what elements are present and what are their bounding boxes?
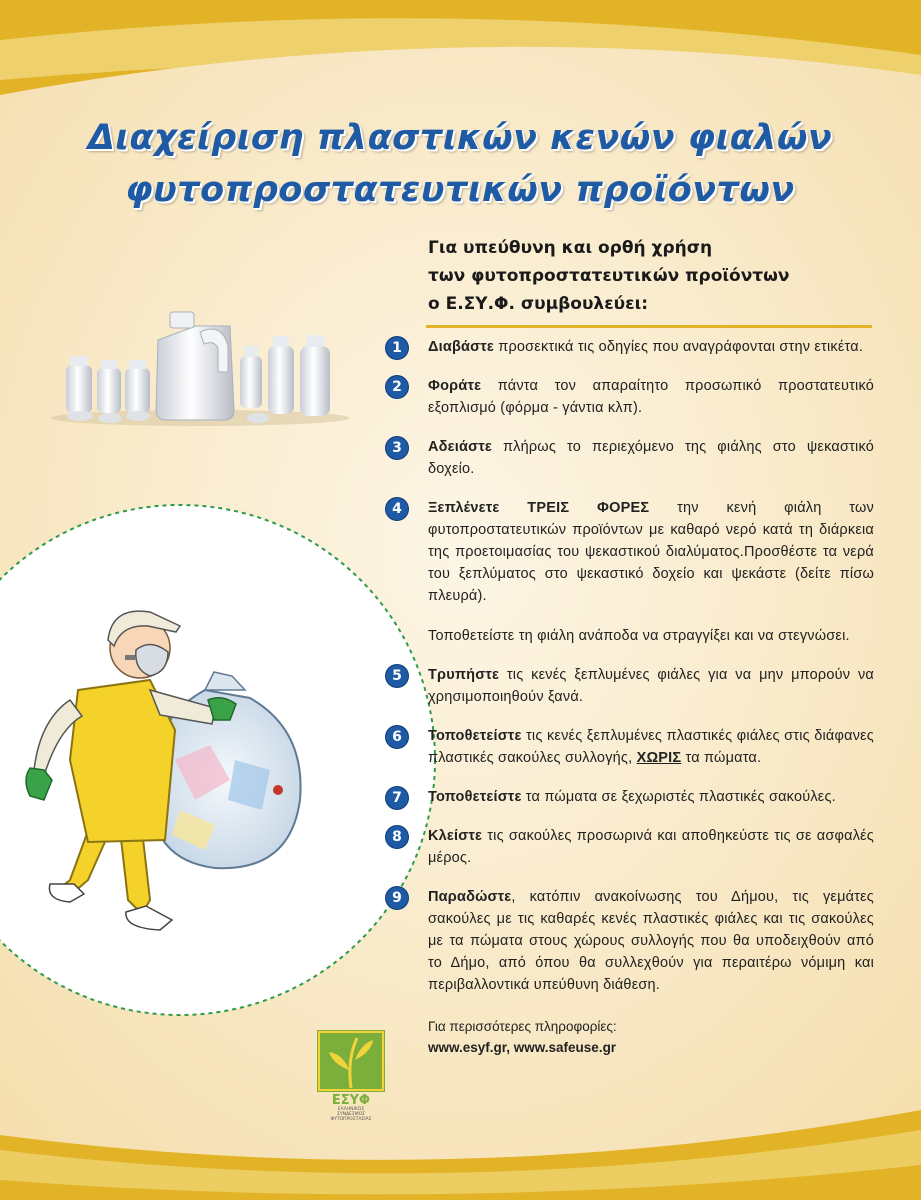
- step-number-badge: 2: [386, 376, 408, 398]
- step-verb: Αδειάστε: [428, 439, 492, 455]
- step-text: [428, 786, 874, 808]
- intro-line-2: των φυτοπροστατευτικών προϊόντων: [428, 266, 790, 286]
- step-7: [386, 786, 874, 808]
- step-text: [428, 375, 874, 419]
- more-info-label: Για περισσότερες πληροφορίες:: [428, 1019, 617, 1034]
- step-body: τις κενές ξεπλυμένες φιάλες για να μην μπορούν να χρησιμοποιηθούν ξανά.: [428, 667, 874, 705]
- intro-line-3: ο Ε.ΣΥ.Φ. συμβουλεύει:: [428, 294, 649, 314]
- step-text: [428, 497, 874, 607]
- title-line-2: φυτοπροστατευτικών προϊόντων: [125, 170, 795, 210]
- esyf-logo: [317, 1030, 385, 1120]
- step-body: τα πώματα σε ξεχωριστές πλαστικές σακούλες.: [521, 789, 836, 805]
- step-number-badge: 9: [386, 887, 408, 909]
- step-1: [386, 336, 874, 358]
- intro-divider: [426, 325, 872, 328]
- step-number-badge: 7: [386, 787, 408, 809]
- step-text: [428, 664, 874, 708]
- step-body: πάντα τον απαραίτητο προσωπικό προστατευτικό εξοπλισμό (φόρμα - γάντια κλπ).: [428, 378, 874, 416]
- step-extra-text: Τοποθετείστε τη φιάλη ανάποδα να στραγγίξει και να στεγνώσει.: [428, 628, 850, 644]
- step-text: [428, 725, 874, 769]
- step-text: [428, 886, 874, 996]
- step-number-badge: 5: [386, 665, 408, 687]
- step-verb: Ξεπλένετε ΤΡΕΙΣ ΦΟΡΕΣ: [428, 500, 650, 516]
- step-verb: Τοποθετείστε: [428, 728, 522, 744]
- step-text: [428, 436, 874, 480]
- step-number-badge: 4: [386, 498, 408, 520]
- step-3: [386, 436, 874, 480]
- more-info: [428, 1016, 868, 1058]
- website-links[interactable]: www.esyf.gr, www.safeuse.gr: [428, 1040, 617, 1055]
- step-emphasis: ΧΩΡΙΣ: [636, 750, 682, 766]
- step-tail: τα πώματα.: [681, 750, 762, 766]
- step-text: [428, 336, 874, 358]
- step-verb: Φοράτε: [428, 378, 482, 394]
- step-body: , κατόπιν ανακοίνωσης του Δήμου, τις γεμάτες σακούλες με τις καθαρές κενές πλαστικές φιάλες και τις σακούλες με τα πώματα στους χώρους συλλογής που θα υποδειχθούν από το Δήμο, από όπου θα συλλεχθούν για περαιτέρω νόμιμη και περιβαλλοντικά υπεύθυνη διάθεση.: [428, 889, 874, 993]
- step-verb: Διαβάστε: [428, 339, 495, 355]
- poster-title: [60, 112, 860, 216]
- step-number-badge: 1: [386, 337, 408, 359]
- step-body: τις σακούλες προσωρινά και αποθηκεύστε τις σε ασφαλές μέρος.: [428, 828, 874, 866]
- step-body: την κενή φιάλη των φυτοπροστατευτικών προϊόντων με καθαρό νερό κατά τη διάρκεια της προετοιμασίας του ψεκαστικού διαλύματος.Προσθέστε τα νερά του ξεπλύματος στο ψεκαστικό δοχείο και ψεκάστε (δείτε πίσω πλευρά).: [428, 500, 874, 604]
- step-number-badge: 3: [386, 437, 408, 459]
- step-verb: Κλείστε: [428, 828, 483, 844]
- step-verb: Τοποθετείστε: [428, 789, 522, 805]
- step-text: [428, 825, 874, 869]
- step-4: [386, 497, 874, 647]
- intro-heading: [428, 234, 868, 318]
- steps-list: [386, 336, 874, 996]
- step-number-badge: 8: [386, 826, 408, 848]
- step-9: [386, 886, 874, 996]
- step-body: πλήρως το περιεχόμενο της φιάλης στο ψεκαστικό δοχείο.: [428, 439, 874, 477]
- step-number-badge: 6: [386, 726, 408, 748]
- step-2: [386, 375, 874, 419]
- logo-sub-3: ΦΥΤΟΠΡΟΣΤΑΣΙΑΣ: [330, 1117, 372, 1120]
- step-verb: Τρυπήστε: [428, 667, 500, 683]
- step-5: [386, 664, 874, 708]
- logo-sub-2: ΣΥΝΔΕΣΜΟΣ: [337, 1112, 365, 1117]
- step-8: [386, 825, 874, 869]
- step-6: [386, 725, 874, 769]
- intro-line-1: Για υπεύθυνη και ορθή χρήση: [428, 238, 713, 258]
- logo-sub-1: ΕΛΛΗΝΙΚΟΣ: [337, 1107, 365, 1112]
- step-body: τις κενές ξεπλυμένες πλαστικές φιάλες στις διάφανες πλαστικές σακούλες συλλογής,: [428, 728, 874, 766]
- logo-name: ΕΣΥΦ: [331, 1093, 371, 1108]
- step-verb: Παραδώστε: [428, 889, 512, 905]
- title-line-1: Διαχείριση πλαστικών κενών φιαλών: [87, 118, 833, 158]
- step-body: προσεκτικά τις οδηγίες που αναγράφονται στην ετικέτα.: [494, 339, 864, 355]
